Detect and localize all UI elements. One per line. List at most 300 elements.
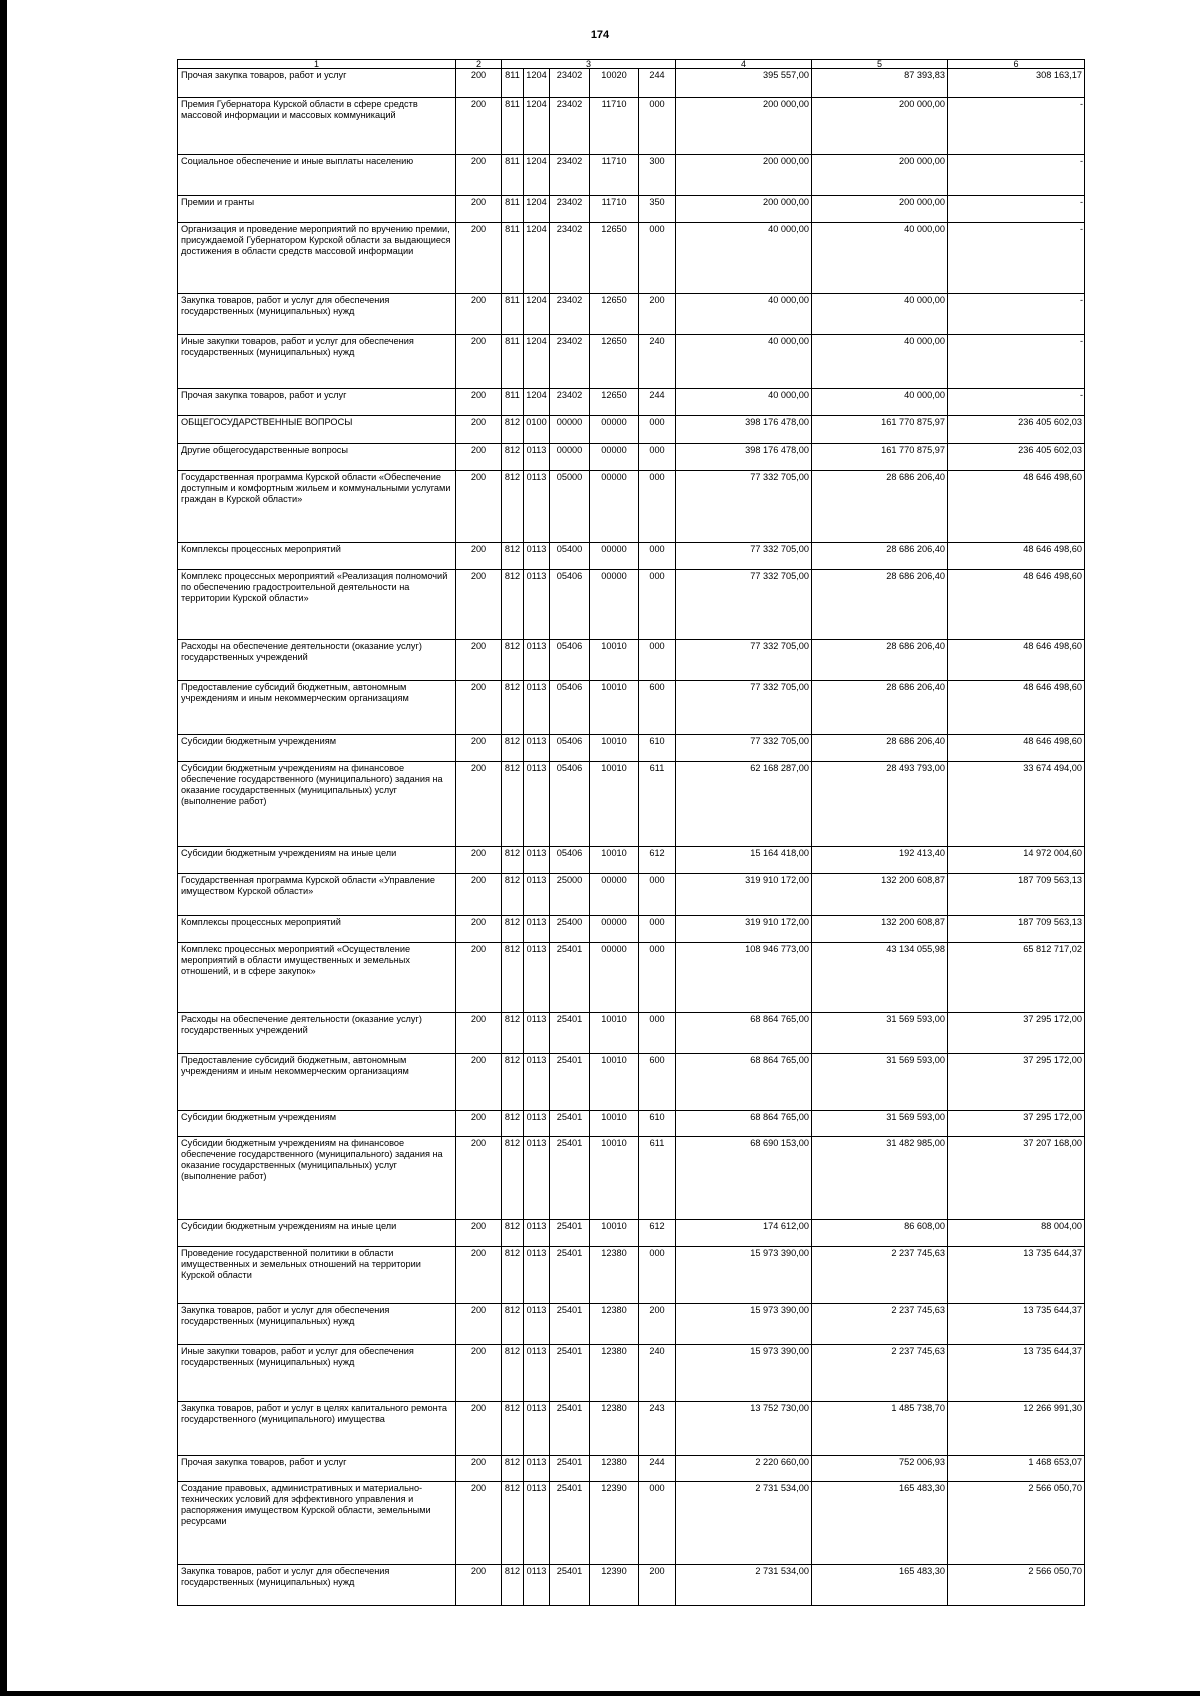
row-value-remaining: 1 468 653,07: [948, 1456, 1085, 1482]
row-code-section: 0113: [524, 916, 550, 943]
row-name: Закупка товаров, работ и услуг для обеспечения государственных (муниципальных) нужд: [178, 1304, 456, 1345]
row-code-program: 23402: [550, 389, 590, 416]
row-name: Иные закупки товаров, работ и услуг для обеспечения государственных (муниципальных) нужд: [178, 1345, 456, 1402]
header-col-5: 5: [812, 60, 948, 69]
row-value-executed: 28 686 206,40: [812, 471, 948, 543]
row-code-admin: 200: [456, 444, 502, 471]
row-code-ministry: 811: [502, 155, 524, 196]
row-code-expense-type: 610: [639, 735, 676, 762]
row-code-program: 05400: [550, 543, 590, 570]
table-row: [178, 847, 1085, 874]
row-code-direction: 00000: [590, 444, 639, 471]
row-code-program: 25401: [550, 1402, 590, 1456]
table-row: [178, 1111, 1085, 1137]
row-value-remaining: 37 295 172,00: [948, 1111, 1085, 1137]
table-row: [178, 1304, 1085, 1345]
row-value-executed: 1 485 738,70: [812, 1402, 948, 1456]
row-value-plan: 15 164 418,00: [676, 847, 812, 874]
row-name: Прочая закупка товаров, работ и услуг: [178, 389, 456, 416]
row-code-ministry: 812: [502, 1013, 524, 1054]
row-code-direction: 11710: [590, 98, 639, 155]
row-name: Государственная программа Курской области «Обеспечение доступным и комфортным жильем и коммунальными услугами граждан в Курской области»: [178, 471, 456, 543]
row-code-section: 0113: [524, 1220, 550, 1247]
row-code-section: 0113: [524, 1013, 550, 1054]
row-code-admin: 200: [456, 916, 502, 943]
row-value-plan: 15 973 390,00: [676, 1304, 812, 1345]
row-code-program: 25401: [550, 943, 590, 1013]
row-code-ministry: 811: [502, 98, 524, 155]
row-code-expense-type: 200: [639, 1565, 676, 1606]
row-code-section: 0113: [524, 1456, 550, 1482]
row-code-direction: 12650: [590, 294, 639, 335]
row-value-remaining: -: [948, 223, 1085, 294]
row-code-admin: 200: [456, 294, 502, 335]
row-code-program: 25401: [550, 1220, 590, 1247]
row-code-section: 1204: [524, 196, 550, 223]
row-code-direction: 00000: [590, 874, 639, 916]
row-name: Субсидии бюджетным учреждениям: [178, 1111, 456, 1137]
row-code-direction: 12650: [590, 389, 639, 416]
row-code-program: 23402: [550, 294, 590, 335]
row-code-section: 0113: [524, 1054, 550, 1111]
row-code-program: 25401: [550, 1054, 590, 1111]
row-code-expense-type: 600: [639, 1054, 676, 1111]
row-code-ministry: 812: [502, 1482, 524, 1565]
row-name: Государственная программа Курской области «Управление имуществом Курской области»: [178, 874, 456, 916]
column-number-row: [178, 60, 1085, 69]
row-name: Предоставление субсидий бюджетным, автономным учреждениям и иным некоммерческим организациям: [178, 681, 456, 735]
row-value-executed: 28 686 206,40: [812, 681, 948, 735]
row-value-executed: 40 000,00: [812, 335, 948, 389]
table-row: [178, 335, 1085, 389]
row-code-program: 25000: [550, 874, 590, 916]
row-code-direction: 12380: [590, 1345, 639, 1402]
row-value-plan: 319 910 172,00: [676, 916, 812, 943]
row-code-direction: 00000: [590, 943, 639, 1013]
row-value-plan: 200 000,00: [676, 196, 812, 223]
row-value-executed: 2 237 745,63: [812, 1247, 948, 1304]
table-row: [178, 389, 1085, 416]
row-value-plan: 77 332 705,00: [676, 543, 812, 570]
row-code-expense-type: 000: [639, 543, 676, 570]
row-value-executed: 28 686 206,40: [812, 543, 948, 570]
row-name: Субсидии бюджетным учреждениям: [178, 735, 456, 762]
row-name: Закупка товаров, работ и услуг в целях капитального ремонта государственного (муниципального) имущества: [178, 1402, 456, 1456]
row-value-remaining: -: [948, 196, 1085, 223]
row-code-admin: 200: [456, 681, 502, 735]
table-row: [178, 155, 1085, 196]
row-value-remaining: 33 674 494,00: [948, 762, 1085, 847]
row-code-section: 1204: [524, 69, 550, 98]
row-value-remaining: 48 646 498,60: [948, 681, 1085, 735]
row-code-ministry: 812: [502, 471, 524, 543]
row-value-plan: 77 332 705,00: [676, 735, 812, 762]
row-value-plan: 40 000,00: [676, 294, 812, 335]
row-code-section: 0113: [524, 943, 550, 1013]
row-code-section: 0113: [524, 1482, 550, 1565]
row-code-admin: 200: [456, 98, 502, 155]
row-code-admin: 200: [456, 543, 502, 570]
row-code-direction: 10020: [590, 69, 639, 98]
row-value-executed: 165 483,30: [812, 1565, 948, 1606]
table-row: [178, 1402, 1085, 1456]
row-code-program: 23402: [550, 196, 590, 223]
row-code-expense-type: 000: [639, 471, 676, 543]
row-code-section: 0113: [524, 1111, 550, 1137]
row-name: Премии и гранты: [178, 196, 456, 223]
row-value-plan: 77 332 705,00: [676, 471, 812, 543]
header-col-3: 3: [502, 60, 676, 69]
row-name: Предоставление субсидий бюджетным, автономным учреждениям и иным некоммерческим организациям: [178, 1054, 456, 1111]
row-code-admin: 200: [456, 223, 502, 294]
row-value-plan: 2 731 534,00: [676, 1565, 812, 1606]
row-value-executed: 2 237 745,63: [812, 1345, 948, 1402]
row-code-ministry: 812: [502, 1345, 524, 1402]
row-code-expense-type: 244: [639, 1456, 676, 1482]
row-value-remaining: 236 405 602,03: [948, 416, 1085, 444]
row-value-remaining: 187 709 563,13: [948, 874, 1085, 916]
row-code-ministry: 812: [502, 1137, 524, 1220]
row-value-remaining: 37 207 168,00: [948, 1137, 1085, 1220]
row-code-program: 25401: [550, 1456, 590, 1482]
row-code-admin: 200: [456, 196, 502, 223]
row-name: Комплекс процессных мероприятий «Реализация полномочий по обеспечению градостроительной деятельности на территории Курской области»: [178, 570, 456, 640]
row-code-program: 05406: [550, 640, 590, 681]
row-code-section: 1204: [524, 98, 550, 155]
table-row: [178, 416, 1085, 444]
row-code-direction: 12380: [590, 1402, 639, 1456]
row-value-executed: 86 608,00: [812, 1220, 948, 1247]
row-code-direction: 10010: [590, 1220, 639, 1247]
row-code-direction: 10010: [590, 640, 639, 681]
row-value-executed: 752 006,93: [812, 1456, 948, 1482]
header-col-6: 6: [948, 60, 1085, 69]
row-value-executed: 40 000,00: [812, 223, 948, 294]
row-value-executed: 200 000,00: [812, 98, 948, 155]
row-code-ministry: 812: [502, 640, 524, 681]
row-code-admin: 200: [456, 1220, 502, 1247]
row-name: Закупка товаров, работ и услуг для обеспечения государственных (муниципальных) нужд: [178, 1565, 456, 1606]
row-code-section: 1204: [524, 335, 550, 389]
row-code-program: 25401: [550, 1013, 590, 1054]
row-value-remaining: 308 163,17: [948, 69, 1085, 98]
row-code-section: 0113: [524, 847, 550, 874]
table-row: [178, 1247, 1085, 1304]
row-code-direction: 10010: [590, 1013, 639, 1054]
row-value-plan: 108 946 773,00: [676, 943, 812, 1013]
row-value-remaining: 37 295 172,00: [948, 1013, 1085, 1054]
row-code-admin: 200: [456, 1013, 502, 1054]
row-value-remaining: 187 709 563,13: [948, 916, 1085, 943]
row-code-direction: 10010: [590, 735, 639, 762]
table-row: [178, 1565, 1085, 1606]
row-code-program: 25401: [550, 1137, 590, 1220]
row-code-program: 05406: [550, 762, 590, 847]
row-value-executed: 161 770 875,97: [812, 444, 948, 471]
table-row: [178, 98, 1085, 155]
row-code-ministry: 812: [502, 1111, 524, 1137]
row-name: Расходы на обеспечение деятельности (оказание услуг) государственных учреждений: [178, 1013, 456, 1054]
row-code-admin: 200: [456, 1565, 502, 1606]
row-code-admin: 200: [456, 1402, 502, 1456]
table-row: [178, 1220, 1085, 1247]
row-code-expense-type: 000: [639, 640, 676, 681]
row-code-section: 0113: [524, 640, 550, 681]
row-code-admin: 200: [456, 1111, 502, 1137]
row-code-direction: 10010: [590, 1137, 639, 1220]
row-value-plan: 77 332 705,00: [676, 681, 812, 735]
row-value-remaining: 48 646 498,60: [948, 543, 1085, 570]
row-code-admin: 200: [456, 735, 502, 762]
table-row: [178, 943, 1085, 1013]
row-value-remaining: 48 646 498,60: [948, 640, 1085, 681]
row-value-executed: 165 483,30: [812, 1482, 948, 1565]
row-code-admin: 200: [456, 155, 502, 196]
row-value-remaining: 13 735 644,37: [948, 1345, 1085, 1402]
table-row: [178, 1345, 1085, 1402]
row-code-section: 1204: [524, 294, 550, 335]
row-value-plan: 68 690 153,00: [676, 1137, 812, 1220]
row-value-executed: 40 000,00: [812, 389, 948, 416]
row-code-expense-type: 000: [639, 916, 676, 943]
row-value-remaining: 37 295 172,00: [948, 1054, 1085, 1111]
row-code-expense-type: 200: [639, 294, 676, 335]
row-code-ministry: 811: [502, 196, 524, 223]
table-row: [178, 1456, 1085, 1482]
row-value-plan: 200 000,00: [676, 98, 812, 155]
row-code-ministry: 812: [502, 735, 524, 762]
row-code-direction: 12390: [590, 1482, 639, 1565]
table-row: [178, 543, 1085, 570]
row-value-plan: 40 000,00: [676, 223, 812, 294]
row-code-program: 25401: [550, 1482, 590, 1565]
row-value-remaining: 65 812 717,02: [948, 943, 1085, 1013]
row-code-ministry: 812: [502, 570, 524, 640]
row-code-section: 0100: [524, 416, 550, 444]
row-code-section: 1204: [524, 155, 550, 196]
row-value-executed: 28 686 206,40: [812, 640, 948, 681]
row-code-section: 0113: [524, 735, 550, 762]
row-code-ministry: 812: [502, 1402, 524, 1456]
row-value-remaining: 48 646 498,60: [948, 735, 1085, 762]
row-code-expense-type: 000: [639, 1013, 676, 1054]
row-code-expense-type: 612: [639, 847, 676, 874]
row-code-direction: 12380: [590, 1304, 639, 1345]
row-code-admin: 200: [456, 1054, 502, 1111]
row-code-direction: 12380: [590, 1456, 639, 1482]
row-code-expense-type: 610: [639, 1111, 676, 1137]
row-name: Расходы на обеспечение деятельности (оказание услуг) государственных учреждений: [178, 640, 456, 681]
row-value-executed: 87 393,83: [812, 69, 948, 98]
row-code-section: 0113: [524, 570, 550, 640]
row-value-executed: 31 569 593,00: [812, 1013, 948, 1054]
row-code-program: 00000: [550, 416, 590, 444]
row-code-section: 0113: [524, 1137, 550, 1220]
row-code-program: 23402: [550, 335, 590, 389]
row-value-remaining: 2 566 050,70: [948, 1565, 1085, 1606]
table-row: [178, 196, 1085, 223]
row-code-expense-type: 243: [639, 1402, 676, 1456]
row-code-direction: 00000: [590, 416, 639, 444]
row-code-expense-type: 000: [639, 416, 676, 444]
row-name: Социальное обеспечение и иные выплаты населению: [178, 155, 456, 196]
row-value-remaining: -: [948, 155, 1085, 196]
row-value-executed: 200 000,00: [812, 196, 948, 223]
row-value-plan: 77 332 705,00: [676, 570, 812, 640]
table-row: [178, 1013, 1085, 1054]
row-name: Субсидии бюджетным учреждениям на финансовое обеспечение государственного (муниципального) задания на оказание государственных (муниципальных) услуг (выполнение работ): [178, 762, 456, 847]
table-row: [178, 570, 1085, 640]
row-value-plan: 68 864 765,00: [676, 1054, 812, 1111]
row-code-section: 0113: [524, 1304, 550, 1345]
row-code-ministry: 812: [502, 1054, 524, 1111]
row-code-direction: 00000: [590, 471, 639, 543]
row-value-executed: 132 200 608,87: [812, 874, 948, 916]
row-code-expense-type: 611: [639, 1137, 676, 1220]
row-value-remaining: 48 646 498,60: [948, 570, 1085, 640]
row-code-direction: 10010: [590, 681, 639, 735]
table-row: [178, 471, 1085, 543]
row-name: Комплексы процессных мероприятий: [178, 543, 456, 570]
row-code-admin: 200: [456, 471, 502, 543]
row-code-admin: 200: [456, 416, 502, 444]
row-code-program: 25401: [550, 1111, 590, 1137]
row-code-ministry: 812: [502, 1456, 524, 1482]
row-code-admin: 200: [456, 1304, 502, 1345]
row-code-admin: 200: [456, 1137, 502, 1220]
row-name: Проведение государственной политики в области имущественных и земельных отношений на территории Курской области: [178, 1247, 456, 1304]
row-code-section: 0113: [524, 543, 550, 570]
row-code-ministry: 812: [502, 874, 524, 916]
row-code-admin: 200: [456, 1456, 502, 1482]
row-code-program: 23402: [550, 155, 590, 196]
table-row: [178, 874, 1085, 916]
row-value-remaining: -: [948, 98, 1085, 155]
header-col-4: 4: [676, 60, 812, 69]
row-code-admin: 200: [456, 874, 502, 916]
row-code-section: 0113: [524, 1402, 550, 1456]
row-value-plan: 200 000,00: [676, 155, 812, 196]
row-code-direction: 11710: [590, 196, 639, 223]
row-value-executed: 31 569 593,00: [812, 1054, 948, 1111]
row-value-plan: 174 612,00: [676, 1220, 812, 1247]
row-code-expense-type: 244: [639, 389, 676, 416]
row-code-expense-type: 000: [639, 1247, 676, 1304]
row-code-direction: 00000: [590, 916, 639, 943]
row-name: Закупка товаров, работ и услуг для обеспечения государственных (муниципальных) нужд: [178, 294, 456, 335]
row-code-expense-type: 000: [639, 223, 676, 294]
table-row: [178, 762, 1085, 847]
row-code-section: 0113: [524, 1247, 550, 1304]
row-code-expense-type: 000: [639, 943, 676, 1013]
row-value-remaining: -: [948, 294, 1085, 335]
row-value-remaining: 13 735 644,37: [948, 1247, 1085, 1304]
row-code-admin: 200: [456, 762, 502, 847]
row-code-direction: 00000: [590, 543, 639, 570]
row-value-plan: 319 910 172,00: [676, 874, 812, 916]
row-code-direction: 12650: [590, 335, 639, 389]
row-code-ministry: 812: [502, 916, 524, 943]
page-number: 174: [590, 29, 610, 41]
row-value-executed: 2 237 745,63: [812, 1304, 948, 1345]
row-value-plan: 62 168 287,00: [676, 762, 812, 847]
row-value-executed: 28 493 793,00: [812, 762, 948, 847]
row-name: Субсидии бюджетным учреждениям на иные цели: [178, 847, 456, 874]
table-row: [178, 1054, 1085, 1111]
row-value-plan: 68 864 765,00: [676, 1013, 812, 1054]
row-code-direction: 12380: [590, 1247, 639, 1304]
row-code-ministry: 812: [502, 444, 524, 471]
row-code-ministry: 812: [502, 1220, 524, 1247]
row-code-program: 05406: [550, 681, 590, 735]
row-code-admin: 200: [456, 943, 502, 1013]
row-value-plan: 2 731 534,00: [676, 1482, 812, 1565]
row-value-remaining: 2 566 050,70: [948, 1482, 1085, 1565]
row-code-ministry: 812: [502, 543, 524, 570]
row-name: Другие общегосударственные вопросы: [178, 444, 456, 471]
row-code-ministry: 812: [502, 681, 524, 735]
row-value-executed: 43 134 055,98: [812, 943, 948, 1013]
row-code-admin: 200: [456, 570, 502, 640]
row-code-program: 05406: [550, 570, 590, 640]
row-code-ministry: 811: [502, 335, 524, 389]
row-code-direction: 12650: [590, 223, 639, 294]
row-code-program: 23402: [550, 98, 590, 155]
row-code-admin: 200: [456, 847, 502, 874]
row-code-section: 1204: [524, 223, 550, 294]
row-value-plan: 77 332 705,00: [676, 640, 812, 681]
row-value-plan: 68 864 765,00: [676, 1111, 812, 1137]
row-value-plan: 40 000,00: [676, 335, 812, 389]
row-value-executed: 132 200 608,87: [812, 916, 948, 943]
row-code-expense-type: 600: [639, 681, 676, 735]
row-value-plan: 15 973 390,00: [676, 1345, 812, 1402]
table-row: [178, 735, 1085, 762]
row-code-ministry: 811: [502, 389, 524, 416]
row-code-expense-type: 200: [639, 1304, 676, 1345]
table-row: [178, 444, 1085, 471]
row-code-expense-type: 244: [639, 69, 676, 98]
row-value-executed: 28 686 206,40: [812, 570, 948, 640]
row-code-direction: 11710: [590, 155, 639, 196]
table-row: [178, 1137, 1085, 1220]
row-name: Прочая закупка товаров, работ и услуг: [178, 1456, 456, 1482]
row-code-direction: 00000: [590, 570, 639, 640]
row-value-executed: 31 482 985,00: [812, 1137, 948, 1220]
row-value-plan: 395 557,00: [676, 69, 812, 98]
scan-edge-bottom: [0, 1691, 1200, 1696]
row-code-ministry: 812: [502, 416, 524, 444]
row-code-admin: 200: [456, 1482, 502, 1565]
row-code-section: 1204: [524, 389, 550, 416]
row-code-expense-type: 612: [639, 1220, 676, 1247]
row-value-remaining: -: [948, 389, 1085, 416]
row-name: Премия Губернатора Курской области в сфере средств массовой информации и массовых коммуникаций: [178, 98, 456, 155]
row-code-direction: 12390: [590, 1565, 639, 1606]
row-code-expense-type: 000: [639, 98, 676, 155]
row-code-section: 0113: [524, 444, 550, 471]
row-value-remaining: 236 405 602,03: [948, 444, 1085, 471]
row-code-program: 05000: [550, 471, 590, 543]
row-code-ministry: 812: [502, 943, 524, 1013]
row-code-ministry: 812: [502, 762, 524, 847]
header-col-2: 2: [456, 60, 502, 69]
row-code-ministry: 812: [502, 1247, 524, 1304]
row-code-admin: 200: [456, 69, 502, 98]
row-code-direction: 10010: [590, 762, 639, 847]
row-value-remaining: -: [948, 335, 1085, 389]
row-code-section: 0113: [524, 762, 550, 847]
